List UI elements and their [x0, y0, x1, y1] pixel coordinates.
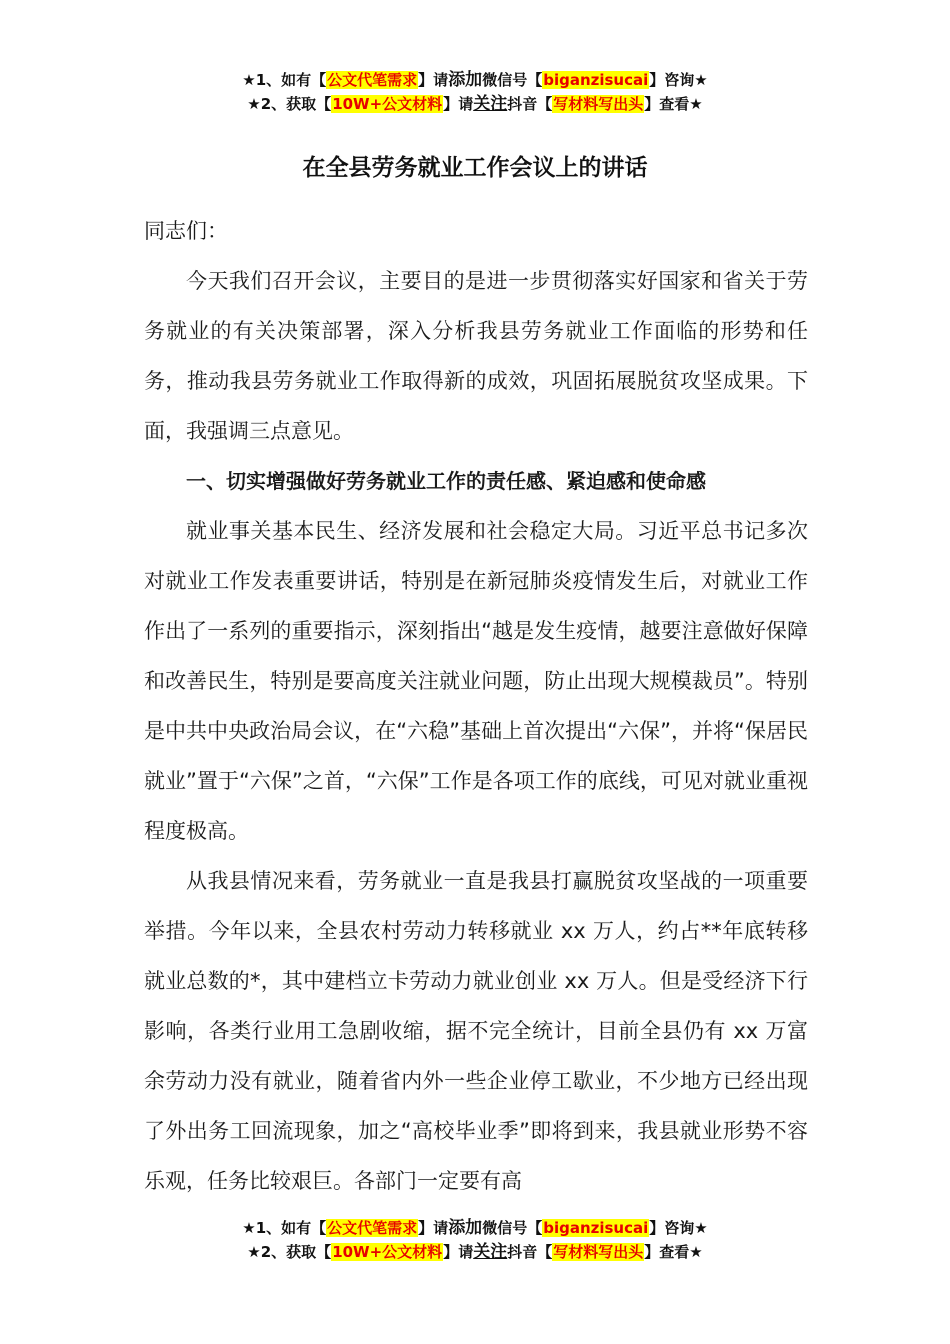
promo-text: 】请 — [418, 71, 449, 89]
promo-text: 】咨询★ — [649, 71, 708, 89]
promo-highlight: 写材料写出头 — [553, 95, 644, 113]
paragraph-intro: 今天我们召开会议，主要目的是进一步贯彻落实好国家和省关于劳务就业的有关决策部署，深入分析我县劳务就业工作面临的形势和任务，推动我县劳务就业工作取得新的成效，巩固拓展脱贫攻坚成果。下面，我强调三点意见。 — [144, 269, 808, 443]
promo-highlight: 公文代笔需求 — [327, 71, 418, 89]
promo-text: 】请 — [443, 1243, 474, 1261]
paragraph-body: 就业事关基本民生、经济发展和社会稳定大局。习近平总书记多次对就业工作发表重要讲话，特别是在新冠肺炎疫情发生后，对就业工作作出了一系列的重要指示，深刻指出“越是发生疫情，越要注意做好保障和改善民生，特别是要高度关注就业问题，防止出现大规模裁员”。特别是中共中央政治局会议，在“六稳”基础上首次提出“六保”，并将“保居民就业”置于“六保”之首，“六保”工作是各项工作的底线，可见对就业重视程度极高。 — [144, 519, 808, 843]
promo-text: 微信号【 — [482, 1219, 543, 1237]
promo-text: 】咨询★ — [649, 1219, 708, 1237]
promo-banner-top — [0, 68, 950, 116]
promo-emphasis: 添加 — [448, 1218, 483, 1238]
promo-highlight: 10W+公文材料 — [332, 95, 443, 113]
promo-text: 抖音【 — [507, 95, 553, 113]
promo-text: ★2、获取【 — [247, 1243, 332, 1261]
promo-text: 微信号【 — [482, 71, 543, 89]
promo-highlight: 10W+公文材料 — [332, 1243, 443, 1261]
promo-banner-bottom — [0, 1216, 950, 1264]
promo-text: ★1、如有【 — [242, 1219, 327, 1237]
promo-text: 】查看★ — [644, 95, 703, 113]
promo-text: 】查看★ — [644, 1243, 703, 1261]
promo-text: ★2、获取【 — [247, 95, 332, 113]
promo-highlight: 公文代笔需求 — [327, 1219, 418, 1237]
promo-highlight: biganzisucai — [543, 71, 649, 89]
promo-text: 】请 — [443, 95, 474, 113]
promo-emphasis: 添加 — [448, 70, 483, 90]
document-body — [144, 206, 808, 1206]
promo-text: ★1、如有【 — [242, 71, 327, 89]
promo-highlight: biganzisucai — [543, 1219, 649, 1237]
document-title: 在全县劳务就业工作会议上的讲话 — [302, 155, 648, 181]
promo-line-1 — [0, 68, 950, 92]
paragraph-body: 从我县情况来看，劳务就业一直是我县打赢脱贫攻坚战的一项重要举措。今年以来，全县农村劳动力转移就业 xx 万人，约占**年底转移就业总数的*，其中建档立卡劳动力就业创业 xx 万人。但是受经济下行影响，各类行业用工急剧收缩，据不完全统计，目前全县仍有 xx 万富余劳动力没有就业，随着省内外一些企业停工歇业，不少地方已经出现了外出务工回流现象，加之“高校毕业季”即将到来，我县就业形势不容乐观，任务比较艰巨。各部门一定要有高 — [144, 869, 808, 1193]
promo-line-2 — [0, 1240, 950, 1264]
promo-highlight: 写材料写出头 — [553, 1243, 644, 1261]
promo-text: 抖音【 — [507, 1243, 553, 1261]
promo-line-2 — [0, 92, 950, 116]
salutation: 同志们： — [144, 219, 228, 243]
section-heading-1: 一、切实增强做好劳务就业工作的责任感、紧迫感和使命感 — [186, 469, 706, 493]
promo-emphasis: 关注 — [473, 94, 508, 114]
promo-emphasis: 关注 — [473, 1242, 508, 1262]
promo-line-1 — [0, 1216, 950, 1240]
promo-text: 】请 — [418, 1219, 449, 1237]
